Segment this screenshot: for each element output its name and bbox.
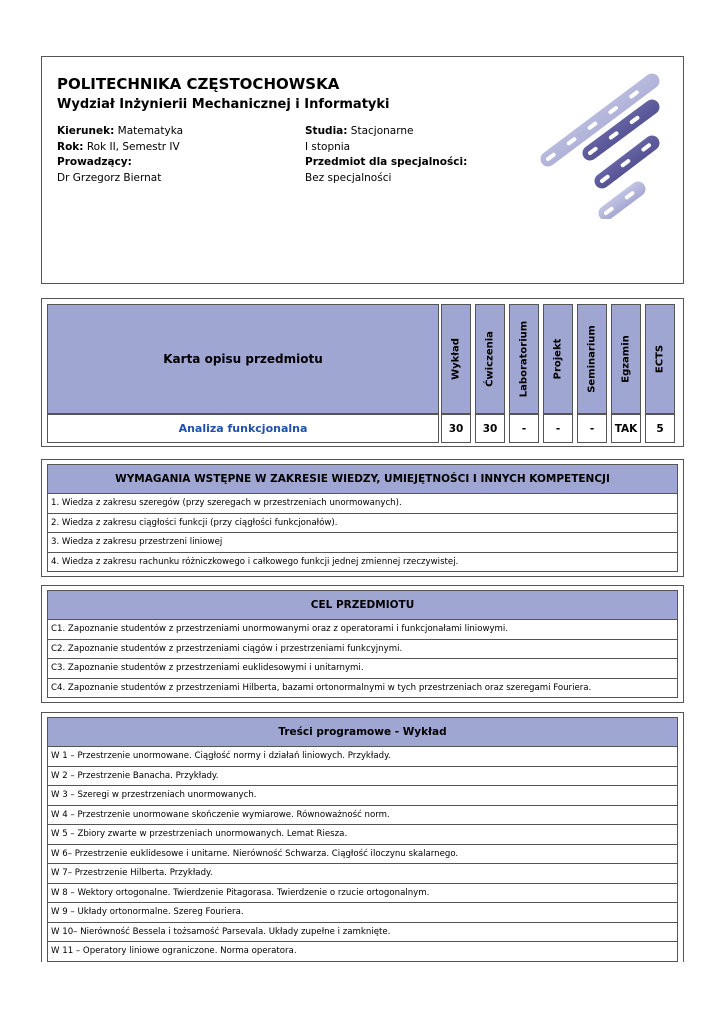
section-title: Treści programowe - Wykład	[47, 717, 678, 747]
list-item: C1. Zapoznanie studentów z przestrzeniami unormowanymi oraz z operatorami i funkcjonałami liniowymi.	[47, 620, 678, 640]
header-box	[41, 56, 684, 284]
col-head-ects	[645, 304, 675, 414]
col-label: Ćwiczenia	[484, 331, 496, 387]
rok-value: Rok II, Semestr IV	[83, 140, 180, 153]
col-head-seminarium	[577, 304, 607, 414]
kierunek-value: Matematyka	[114, 125, 184, 137]
faculty-name: Wydział Inżynierii Mechanicznej i Informatyki	[57, 97, 390, 112]
prowadzacy-label: Prowadzący:	[57, 156, 132, 168]
list-item: W 9 – Układy ortonormalne. Szereg Fouriera.	[47, 903, 678, 923]
col-value-laboratorium: -	[509, 414, 539, 443]
list-item: W 1 – Przestrzenie unormowane. Ciągłość normy i działań liniowych. Przykłady.	[47, 747, 678, 767]
list-item: W 4 – Przestrzenie unormowane skończenie wymiarowe. Równoważność norm.	[47, 806, 678, 826]
subject-name: Analiza funkcjonalna	[47, 414, 439, 443]
list-item: W 7– Przestrzenie Hilberta. Przykłady.	[47, 864, 678, 884]
list-item: 2. Wiedza z zakresu ciągłości funkcji (przy ciągłości funkcjonałów).	[47, 514, 678, 534]
list-item: W 8 – Wektory ortogonalne. Twierdzenie Pitagorasa. Twierdzenie o rzucie ortogonalnym.	[47, 884, 678, 904]
col-value-cwiczenia: 30	[475, 414, 505, 443]
col-label: Projekt	[552, 338, 564, 380]
col-value-egzamin: TAK	[611, 414, 641, 443]
col-value-seminarium: -	[577, 414, 607, 443]
col-label: Wykład	[450, 338, 462, 380]
course-info-left	[57, 124, 183, 186]
list-item: W 11 – Operatory liniowe ograniczone. Norma operatora.	[47, 942, 678, 962]
col-value-wyklad: 30	[441, 414, 471, 443]
list-item: 1. Wiedza z zakresu szeregów (przy szeregach w przestrzeniach unormowanych).	[47, 494, 678, 514]
col-label: Laboratorium	[518, 320, 530, 398]
col-head-egzamin	[611, 304, 641, 414]
col-label: Egzamin	[620, 335, 632, 383]
university-name: POLITECHNIKA CZĘSTOCHOWSKA	[57, 75, 340, 93]
list-item: W 3 – Szeregi w przestrzeniach unormowanych.	[47, 786, 678, 806]
course-card	[41, 298, 684, 447]
section-title: WYMAGANIA WSTĘPNE W ZAKRESIE WIEDZY, UMIEJĘTNOŚCI I INNYCH KOMPETENCJI	[47, 464, 678, 494]
chain-links-logo-icon	[534, 67, 674, 219]
list-item: C3. Zapoznanie studentów z przestrzeniami euklidesowymi i unitarnymi.	[47, 659, 678, 679]
lecture-content-section	[41, 712, 684, 962]
specjalnosc-value: Bez specjalności	[305, 171, 392, 184]
col-head-cwiczenia	[475, 304, 505, 414]
course-goal-section	[41, 585, 684, 703]
list-item: W 5 – Zbiory zwarte w przestrzeniach unormowanych. Lemat Riesza.	[47, 825, 678, 845]
col-head-wyklad	[441, 304, 471, 414]
studia-value: Stacjonarne	[347, 125, 414, 137]
stopien-value: I stopnia	[305, 140, 351, 153]
prerequisites-section	[41, 459, 684, 577]
col-label: ECTS	[654, 344, 666, 374]
rok-label: Rok:	[57, 140, 84, 153]
list-item: W 2 – Przestrzenie Banacha. Przykłady.	[47, 767, 678, 787]
list-item: 4. Wiedza z zakresu rachunku różniczkowego i całkowego funkcji jednej zmiennej rzeczywistej.	[47, 553, 678, 573]
course-info-right	[305, 124, 467, 186]
list-item: W 6– Przestrzenie euklidesowe i unitarne. Nierówność Schwarza. Ciągłość iloczynu skalarnego.	[47, 845, 678, 865]
col-label: Seminarium	[586, 325, 598, 393]
list-item: 3. Wiedza z zakresu przestrzeni liniowej	[47, 533, 678, 553]
specjalnosc-label: Przedmiot dla specjalności:	[305, 156, 468, 168]
list-item: C4. Zapoznanie studentów z przestrzeniami Hilberta, bazami ortonormalnymi w tych przestrzeniach oraz szeregami Fouriera.	[47, 679, 678, 699]
section-title: CEL PRZEDMIOTU	[47, 590, 678, 620]
studia-label: Studia:	[305, 125, 348, 137]
list-item: C2. Zapoznanie studentów z przestrzeniami ciągów i przestrzeniami funkcyjnymi.	[47, 640, 678, 660]
col-value-ects: 5	[645, 414, 675, 443]
col-head-projekt	[543, 304, 573, 414]
kierunek-label: Kierunek:	[57, 125, 115, 137]
prowadzacy-value: Dr Grzegorz Biernat	[57, 171, 162, 184]
col-value-projekt: -	[543, 414, 573, 443]
col-head-laboratorium	[509, 304, 539, 414]
card-title: Karta opisu przedmiotu	[47, 304, 439, 414]
list-item: W 10– Nierówność Bessela i tożsamość Parsevala. Układy zupełne i zamknięte.	[47, 923, 678, 943]
